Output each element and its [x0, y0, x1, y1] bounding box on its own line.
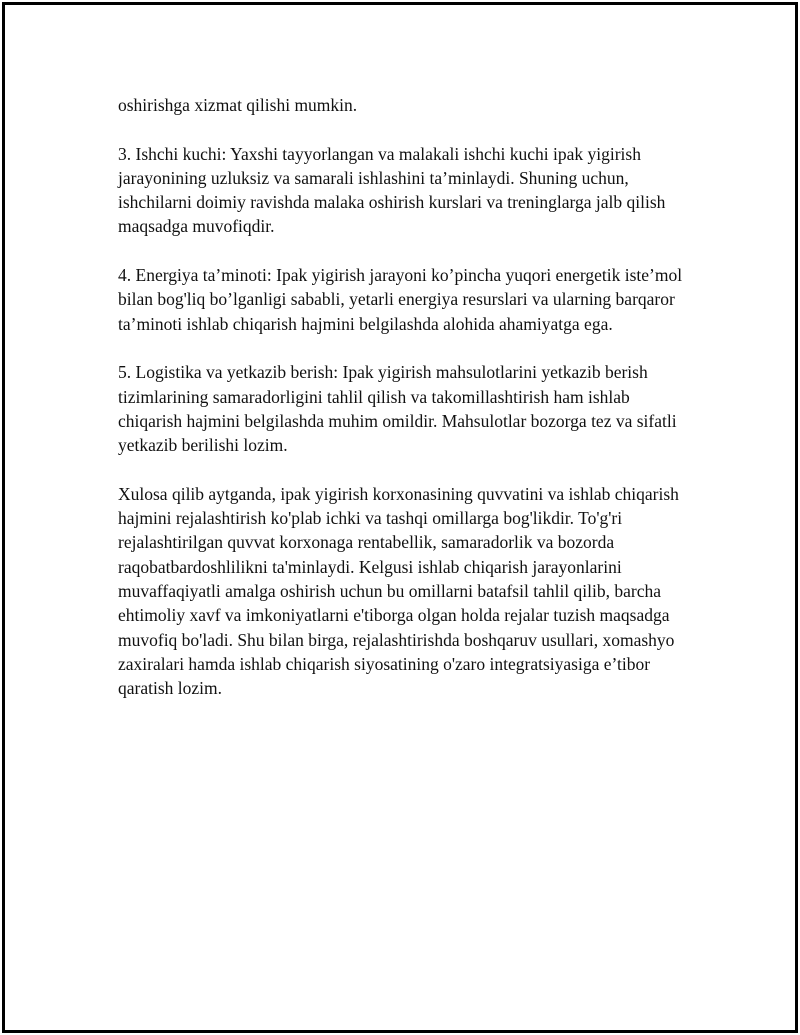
paragraph-energy: 4. Energiya ta’minoti: Ipak yigirish jarayoni ko’pincha yuqori energetik iste’mol bilan bog'liq bo’lganligi sababli, yetarli energiya resurslari va ularning barqaror ta’minoti ishlab chiqarish hajmini belgilashda alohida ahamiyatga ega. — [118, 265, 683, 334]
paragraph-continuation: oshirishga xizmat qilishi mumkin. — [118, 95, 358, 115]
paragraph-labor: 3. Ishchi kuchi: Yaxshi tayyorlangan va malakali ishchi kuchi ipak yigirish jarayonining uzluksiz va samarali ishlashini ta’minlaydi. Shuning uchun, ishchilarni doimiy ravishda malaka oshirish kurslari va treninglarga jalb qilish maqsadga muvofiqdir. — [118, 143, 666, 237]
paragraph-conclusion: Xulosa qilib aytganda, ipak yigirish korxonasining quvvatini va ishlab chiqarish hajmini rejalashtirish ko'plab ichki va tashqi omillarga bog'likdir. To'g'ri rejalashtirilgan quvvat korxonaga rentabellik, samaradorlik va bozorda raqobatbardoshlilikni ta'minlaydi. Kelgusi ishlab chiqarish jarayonlarini muvaffaqiyatli amalga oshirish uchun bu omillarni batafsil tahlil qilib, barcha ehtimoliy xavf va imkoniyatlarni e'tiborga olgan holda rejalar tuzish maqsadga muvofiq bo'ladi. Shu bilan birga, rejalashtirishda boshqaruv usullari, xomashyo zaxiralari hamda ishlab chiqarish siyosatining o'zaro integratsiyasiga e’tibor qaratish lozim. — [118, 483, 679, 699]
paragraph-logistics: 5. Logistika va yetkazib berish: Ipak yigirish mahsulotlarini yetkazib berish tizimlarining samaradorligini tahlil qilish va takomillashtirish ham ishlab chiqarish hajmini belgilashda muhim omildir. Mahsulotlar bozorga tez va sifatli yetkazib berilishi lozim. — [118, 362, 677, 456]
document-body — [118, 93, 688, 700]
